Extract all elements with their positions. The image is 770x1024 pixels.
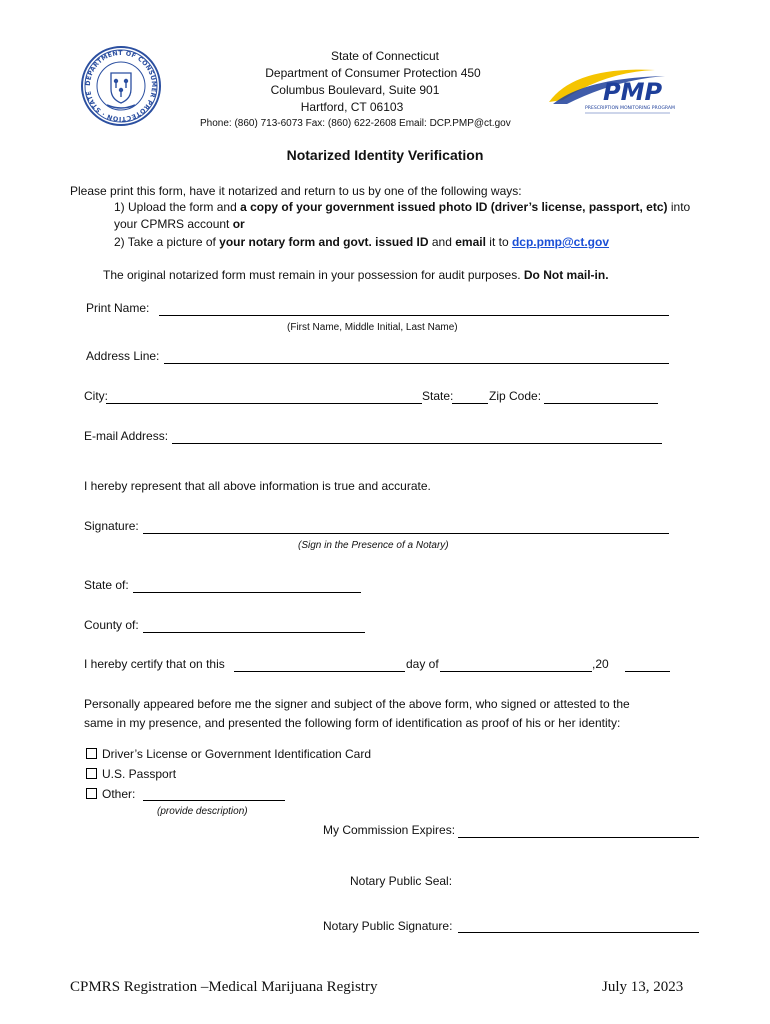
page-title: Notarized Identity Verification <box>286 147 484 163</box>
step2-email-word: email <box>455 235 486 249</box>
certify-month-field[interactable] <box>440 659 592 672</box>
commission-expires-field[interactable] <box>458 825 699 838</box>
header-org-line2: Department of Consumer Protection 450 <box>265 66 481 80</box>
state-of-field[interactable] <box>133 580 361 593</box>
signature-hint: (Sign in the Presence of a Notary) <box>298 540 449 551</box>
footer-left: CPMRS Registration –Medical Marijuana Registry <box>70 979 378 995</box>
appeared-line1: Personally appeared before me the signer and subject of the above form, who signed or attested to the <box>84 697 630 711</box>
notary-signature-field[interactable] <box>458 920 699 933</box>
header-org-line1: State of Connecticut <box>330 49 440 63</box>
step2-and: and <box>428 235 456 249</box>
county-of-field[interactable] <box>143 620 365 633</box>
step1-or: or <box>232 217 245 231</box>
footer-date: July 13, 2023 <box>602 979 684 995</box>
step1-text-end: into <box>667 200 691 214</box>
certify-day-of-label: day of <box>406 657 439 671</box>
state-field[interactable] <box>452 391 488 404</box>
notary-signature-label: Notary Public Signature: <box>323 919 453 933</box>
id-option-label: Other: <box>102 787 136 801</box>
checkbox-icon[interactable] <box>86 748 97 759</box>
svg-text:PRESCRIPTION MONITORING PROGRA: PRESCRIPTION MONITORING PROGRAM <box>585 106 676 111</box>
email-link[interactable]: dcp.pmp@ct.gov <box>511 235 609 249</box>
header-contact: Phone: (860) 713-6073 Fax: (860) 622-2608 Email: DCP.PMP@ct.gov <box>200 118 511 129</box>
other-description-field[interactable] <box>143 788 285 801</box>
provide-description-hint: (provide description) <box>157 806 248 817</box>
step1-bold: a copy of your government issued photo ID (driver’s license, passport, etc) <box>240 200 668 214</box>
audit-note-text: The original notarized form must remain in your possession for audit purposes. <box>103 268 524 282</box>
city-field[interactable] <box>106 391 422 404</box>
svg-text:PMP: PMP <box>603 78 663 106</box>
city-label: City: <box>84 389 108 403</box>
id-option-passport[interactable] <box>86 767 176 781</box>
zip-field[interactable] <box>544 391 658 404</box>
certify-year-label: ,20 <box>592 657 609 671</box>
commission-expires-label: My Commission Expires: <box>323 823 456 837</box>
id-option-other[interactable] <box>86 787 135 801</box>
step2-text: 2) Take a picture of <box>114 235 220 249</box>
signature-label: Signature: <box>84 519 139 533</box>
email-label: E-mail Address: <box>84 429 169 443</box>
checkbox-icon[interactable] <box>86 768 97 779</box>
signature-field[interactable] <box>143 521 669 534</box>
instructions-intro: Please print this form, have it notarized and return to us by one of the following ways: <box>70 184 522 198</box>
id-option-label: Driver’s License or Government Identification Card <box>102 747 372 761</box>
do-not-mail-in: Do Not mail-in. <box>523 268 609 282</box>
address-label: Address Line: <box>86 349 160 363</box>
audit-note <box>103 268 609 282</box>
appeared-line2: same in my presence, and presented the following form of identification as proof of his or her identity: <box>84 716 621 730</box>
id-option-label: U.S. Passport <box>102 767 177 781</box>
address-field[interactable] <box>164 351 669 364</box>
instructions-step1-cont <box>114 217 245 231</box>
notary-seal-label: Notary Public Seal: <box>350 874 453 888</box>
step1-text: 1) Upload the form and <box>114 200 241 214</box>
id-option-drivers-license[interactable] <box>86 747 371 761</box>
print-name-field[interactable] <box>159 303 669 316</box>
header-org-line4: Hartford, CT 06103 <box>300 100 404 114</box>
zip-label: Zip Code: <box>489 389 542 403</box>
print-name-hint: (First Name, Middle Initial, Last Name) <box>287 322 458 333</box>
certify-date-field[interactable] <box>234 659 405 672</box>
print-name-label: Print Name: <box>86 301 150 315</box>
certify-label: I hereby certify that on this <box>84 657 225 671</box>
header-org-line3: Columbus Boulevard, Suite 901 <box>270 83 440 97</box>
certify-year-field[interactable] <box>625 659 670 672</box>
step2-bold: your notary form and govt. issued ID <box>219 235 429 249</box>
county-of-label: County of: <box>84 618 139 632</box>
state-label: State: <box>422 389 454 403</box>
instructions-step2 <box>114 235 609 249</box>
instructions-step1 <box>114 200 690 214</box>
email-field[interactable] <box>172 431 662 444</box>
svg-text:DEPARTMENT OF CONSUMER PROTECT: DEPARTMENT OF CONSUMER PROTECTION · STATE <box>84 49 158 123</box>
checkbox-icon[interactable] <box>86 788 97 799</box>
step1-cont-text: your CPMRS account <box>114 217 233 231</box>
represent-statement: I hereby represent that all above information is true and accurate. <box>84 479 431 493</box>
step2-to: it to <box>485 235 512 249</box>
state-of-label: State of: <box>84 578 129 592</box>
